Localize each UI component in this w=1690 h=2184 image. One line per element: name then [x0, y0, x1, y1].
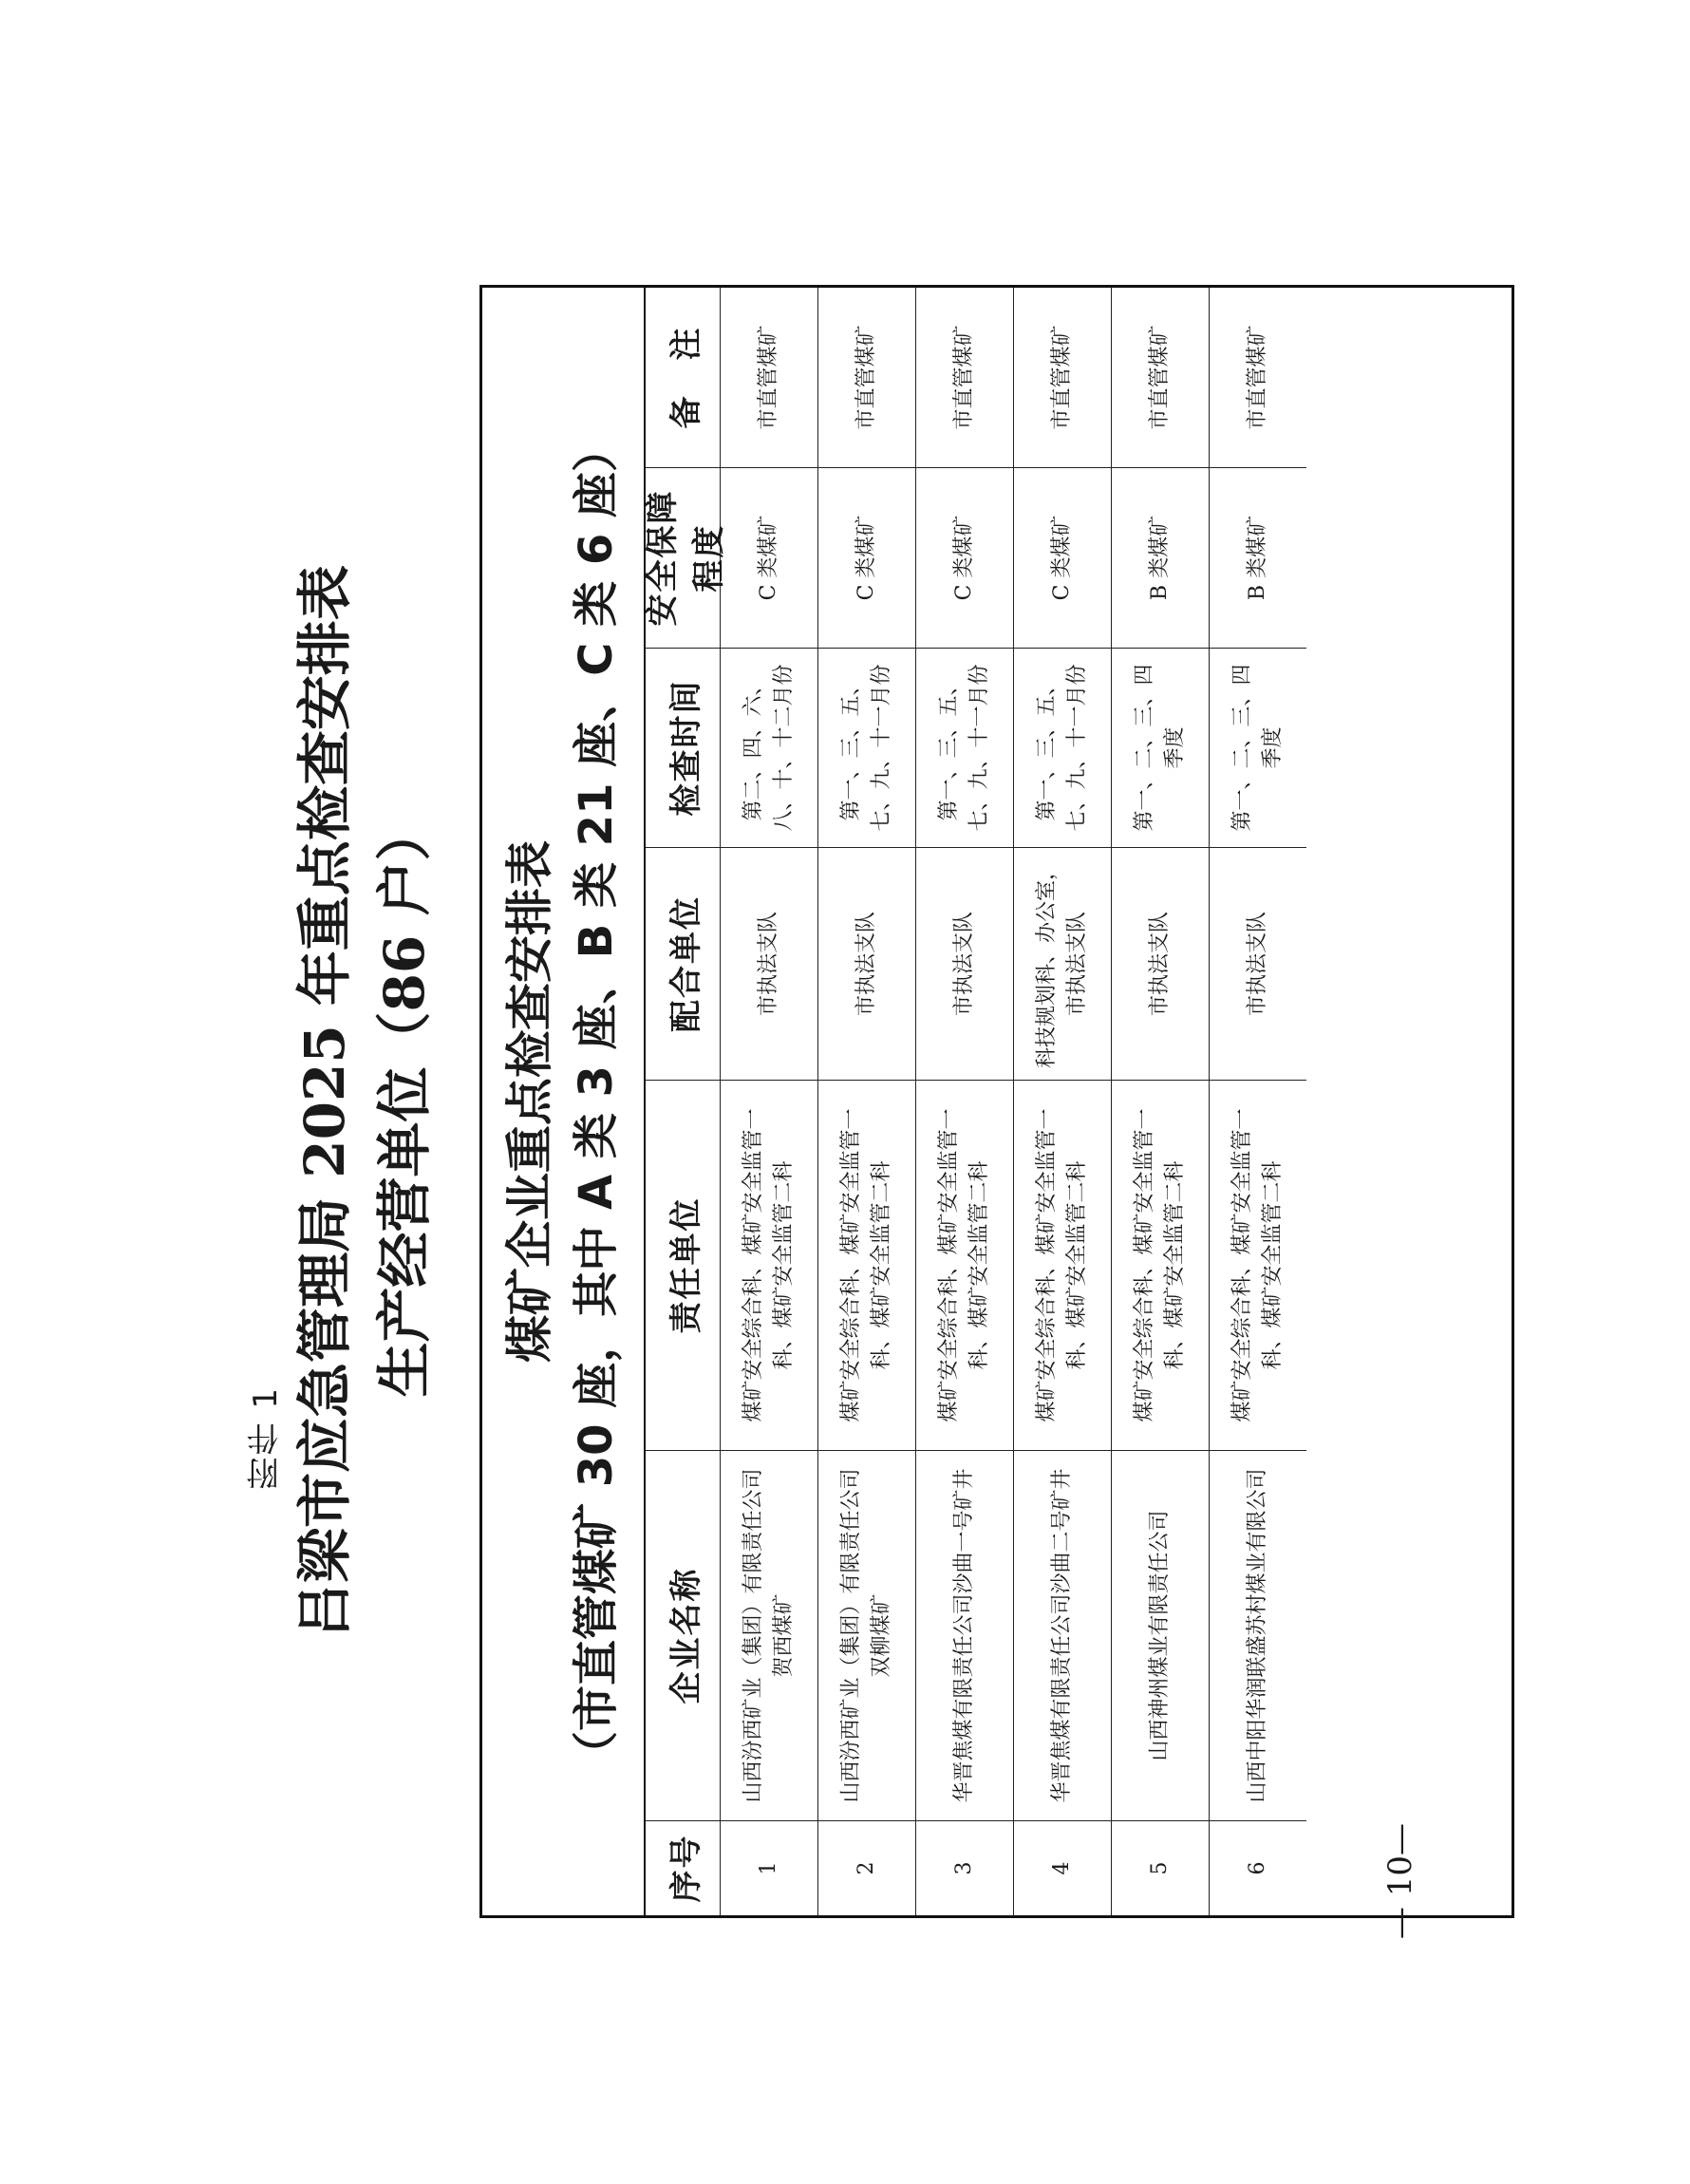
- cell-no: 5: [1112, 1820, 1209, 1915]
- document-title: [285, 285, 444, 1918]
- cell-time: 第一、三、五、七、九、十一月份: [1014, 648, 1111, 847]
- title-line-2: 生产经营单位（86 户）: [372, 805, 437, 1398]
- title-line-1: 吕梁市应急管理局 2025 年重点检查安排表: [292, 565, 357, 1638]
- col-header-remark: 备 注: [667, 326, 705, 429]
- cell-company: 华晋焦煤有限责任公司沙曲一号矿井: [916, 1450, 1013, 1820]
- cell-remark: 市直管煤矿: [1148, 325, 1172, 430]
- col-header-company: 企业名称: [646, 1450, 720, 1820]
- cell-responsible: 煤矿安全综合科、煤矿安全监管一科、煤矿安全监管二科: [721, 1080, 817, 1450]
- table-row: [916, 288, 1014, 1915]
- cell-level: C 类煤矿: [1014, 467, 1111, 648]
- table-row: [1014, 288, 1112, 1915]
- col-header-level: 安全保障程度: [646, 467, 720, 648]
- cell-responsible: 煤矿安全综合科、煤矿安全监管一科、煤矿安全监管二科: [818, 1080, 915, 1450]
- cell-cooperating: 科技规划科、办公室，市执法支队: [1014, 847, 1111, 1080]
- cell-time: 第二、四、六、八、十、十二月份: [721, 648, 817, 847]
- cell-time: 第一、二、三、四季度: [1210, 648, 1306, 847]
- cell-time: 第一、三、五、七、九、十一月份: [818, 648, 915, 847]
- cell-no: 2: [818, 1820, 915, 1915]
- cell-company: 山西神州煤业有限责任公司: [1112, 1450, 1209, 1820]
- cell-cooperating: 市执法支队: [1112, 847, 1209, 1080]
- table-header-row: [644, 288, 728, 1915]
- cell-remark: 市直管煤矿: [854, 325, 878, 430]
- cell-cooperating: 市执法支队: [1210, 847, 1306, 1080]
- cell-no: 6: [1210, 1820, 1306, 1915]
- col-header-responsible: 责任单位: [646, 1080, 720, 1450]
- cell-no: 3: [916, 1820, 1013, 1915]
- cell-level: C 类煤矿: [721, 467, 817, 648]
- cell-remark: 市直管煤矿: [1050, 325, 1074, 430]
- col-header-no: 序号: [646, 1820, 720, 1915]
- cell-responsible: 煤矿安全综合科、煤矿安全监管一科、煤矿安全监管二科: [1014, 1080, 1111, 1450]
- inspection-table: [479, 285, 1514, 1918]
- table-row: [818, 288, 916, 1915]
- cell-level: B 类煤矿: [1112, 467, 1209, 648]
- cell-time: 第一、二、三、四季度: [1112, 648, 1209, 847]
- table-row: [1210, 288, 1306, 1915]
- cell-remark: 市直管煤矿: [757, 325, 780, 430]
- cell-responsible: 煤矿安全综合科、煤矿安全监管一科、煤矿安全监管二科: [916, 1080, 1013, 1450]
- table-row: [1112, 288, 1210, 1915]
- cell-company: 山西汾西矿业（集团）有限责任公司贺西煤矿: [721, 1450, 817, 1820]
- cell-company: 山西中阳华润联盛苏村煤业有限公司: [1210, 1450, 1306, 1820]
- table-caption: [482, 288, 646, 1915]
- cell-level: C 类煤矿: [818, 467, 915, 648]
- cell-company: 华晋焦煤有限责任公司沙曲二号矿井: [1014, 1450, 1111, 1820]
- cell-remark: 市直管煤矿: [952, 325, 976, 430]
- col-header-time: 检查时间: [646, 648, 720, 847]
- cell-no: 4: [1014, 1820, 1111, 1915]
- table-caption-title: 煤矿企业重点检查安排表: [502, 840, 557, 1363]
- cell-company: 山西汾西矿业（集团）有限责任公司双柳煤矿: [818, 1450, 915, 1820]
- col-header-cooperating: 配合单位: [646, 847, 720, 1080]
- cell-cooperating: 市执法支队: [818, 847, 915, 1080]
- rotated-page: [285, 285, 1690, 1918]
- attachment-label: 附件 1: [247, 1386, 285, 1490]
- table-caption-subtitle: （市直管煤矿 30 座，其中 A 类 3 座、B 类 21 座、C 类 6 座）: [570, 426, 623, 1777]
- page-number: — 10—: [1381, 1823, 1419, 1940]
- cell-responsible: 煤矿安全综合科、煤矿安全监管一科、煤矿安全监管二科: [1210, 1080, 1306, 1450]
- cell-level: B 类煤矿: [1210, 467, 1306, 648]
- cell-time: 第一、三、五、七、九、十一月份: [916, 648, 1013, 847]
- cell-cooperating: 市执法支队: [916, 847, 1013, 1080]
- cell-remark: 市直管煤矿: [1246, 325, 1269, 430]
- cell-cooperating: 市执法支队: [721, 847, 817, 1080]
- cell-responsible: 煤矿安全综合科、煤矿安全监管一科、煤矿安全监管二科: [1112, 1080, 1209, 1450]
- table-row: [721, 288, 818, 1915]
- cell-no: 1: [721, 1820, 817, 1915]
- cell-level: C 类煤矿: [916, 467, 1013, 648]
